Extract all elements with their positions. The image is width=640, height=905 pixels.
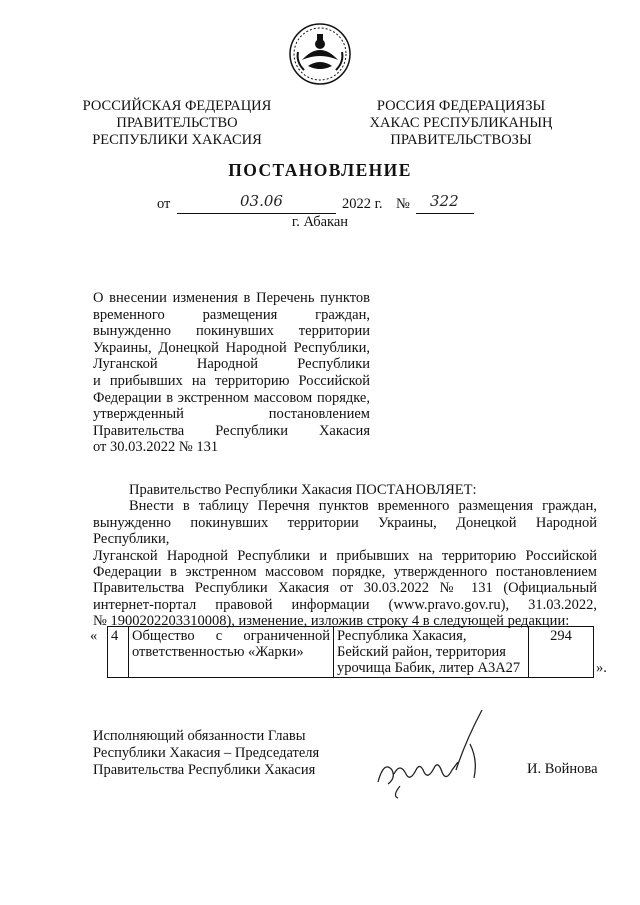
row-number-cell — [108, 627, 129, 678]
subject-line: от 30.03.2022 № 131 — [93, 439, 219, 456]
subject-line: вынужденно покинувших территории — [93, 323, 370, 340]
header-left-line: ПРАВИТЕЛЬСТВО — [116, 115, 238, 131]
coat-of-arms-emblem — [288, 22, 352, 86]
decree-line: Правительство Республики Хакасия ПОСТАНОВЛЯЕТ: — [129, 482, 477, 498]
position-line: Республики Хакасия – Председателя — [93, 745, 320, 761]
header-right-line: ПРАВИТЕЛЬСТВОЗЫ — [390, 132, 532, 148]
position-line: Правительства Республики Хакасия — [93, 762, 316, 778]
subject-line: О внесении изменения в Перечень пунктов — [93, 290, 370, 306]
decree-text — [93, 482, 597, 630]
position-line: Исполняющий обязанности Главы — [93, 728, 306, 744]
handwritten-signature — [370, 700, 500, 800]
subject-line: Луганской Народной Республики — [93, 356, 370, 373]
subject-line: утвержденный постановлением — [93, 406, 370, 423]
document-subject — [93, 290, 370, 456]
decree-line: интернет-портал правовой информации (www.pravo.gov.ru), 31.03.2022, — [93, 596, 597, 613]
subject-line: Украины, Донецкой Народной Республики, — [93, 339, 370, 356]
header-left-line: РОССИЙСКАЯ ФЕДЕРАЦИЯ — [82, 98, 272, 114]
number-handwritten: 322 — [430, 192, 459, 210]
quote-close: ». — [596, 660, 607, 676]
header-left-line: РЕСПУБЛИКИ ХАКАСИЯ — [92, 132, 262, 148]
organization-line: Общество с ограниченной — [132, 628, 330, 644]
header-right — [356, 98, 566, 149]
table-row — [108, 627, 594, 678]
header-left — [70, 98, 284, 149]
date-from-label: от — [157, 196, 171, 212]
row-number: 4 — [111, 628, 119, 644]
city-name: г. Абакан — [291, 214, 349, 230]
subject-line: Федерации в экстренном массовом порядке, — [93, 389, 370, 406]
subject-line: Правительства Республики Хакасия — [93, 422, 370, 439]
date-handwritten: 03.06 — [240, 192, 283, 210]
address-line: урочища Бабик, литер А3А27 — [337, 660, 521, 676]
decree-line: Внести в таблицу Перечня пунктов временного размещения граждан, — [129, 498, 597, 515]
subject-line: временного размещения граждан, — [93, 306, 370, 323]
header-right-line: ХАКАС РЕСПУБЛИКАНЫҢ — [369, 115, 553, 131]
header-right-line: РОССИЯ ФЕДЕРАЦИЯЗЫ — [376, 98, 546, 114]
amended-table — [107, 626, 594, 678]
capacity-cell — [529, 627, 594, 678]
organization-line: ответственностью «Жарки» — [132, 644, 304, 660]
address-line: Республика Хакасия, — [337, 628, 467, 644]
decree-line: Правительства Республики Хакасия от 30.03.2022 № 131 (Официальный — [93, 580, 597, 597]
capacity-value: 294 — [550, 628, 572, 644]
date-year: 2022 г. — [342, 196, 383, 212]
decree-line: Луганской Народной Республики и прибывших на территорию Российской — [93, 547, 597, 564]
address-line: Бейский район, территория — [337, 644, 506, 660]
quote-open: « — [90, 628, 98, 644]
signatory-name: И. Войнова — [527, 761, 598, 777]
decree-line: вынужденно покинувших территории Украины, Донецкой Народной Республики, — [93, 514, 597, 548]
number-label: № — [396, 196, 410, 212]
decree-line: № 1900202203310008), изменение, изложив строку 4 в следующей редакции: — [93, 613, 570, 630]
subject-line: и прибывших на территорию Российской — [93, 372, 370, 389]
signatory-position — [93, 728, 319, 779]
organization-cell — [129, 627, 334, 678]
document-title: ПОСТАНОВЛЕНИЕ — [228, 160, 412, 180]
decree-line: Федерации в экстренном массовом порядке, утвержденного постановлением — [93, 564, 597, 581]
address-cell — [334, 627, 529, 678]
